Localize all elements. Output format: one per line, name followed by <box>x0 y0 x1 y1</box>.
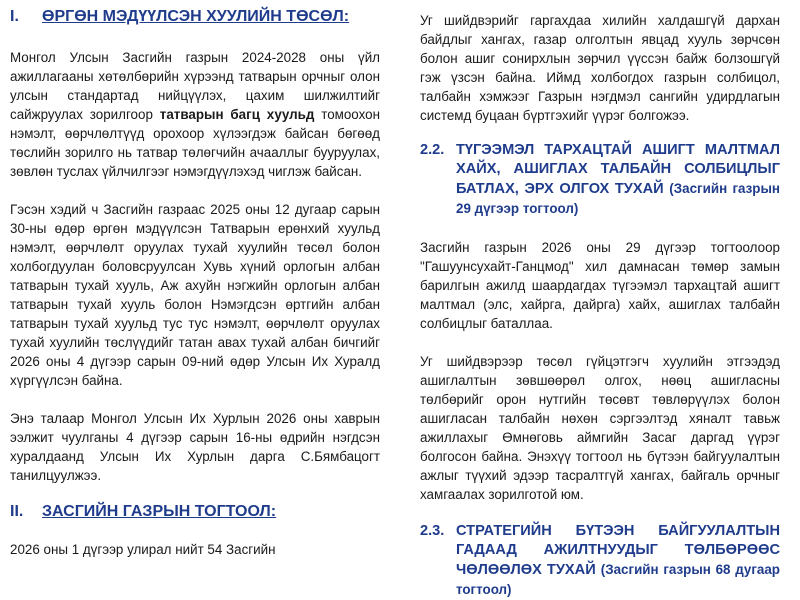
paragraph: Засгийн газрын 2026 оны 29 дүгээр тогтоолоор "Гашуунсухайт-Ганцмод" хил дамнасан төмөр замын барилгын ажилд шаардагдах түгээмэл тархацтай ашигт малтмал (элс, хайрга, дайрга) хайх, ашиглах талбайн солбицлыг баталлаа. <box>420 240 780 331</box>
section-title: ЗАСГИЙН ГАЗРЫН ТОГТООЛ: <box>42 503 277 520</box>
section-title: ӨРГӨН МЭДҮҮЛСЭН ХУУЛИЙН ТӨСӨЛ: <box>42 8 350 25</box>
subsection-title-block <box>456 522 780 600</box>
paragraph <box>10 48 380 181</box>
subsection-note: (Засгийн газрын 68 дугаар тогтоол) <box>456 562 780 597</box>
subsection-note: (Засгийн газрын 29 дүгээр тогтоол) <box>456 181 780 216</box>
paragraph: Энэ талаар Монгол Улсын Их Хурлын 2026 оны хаврын ээлжит чуулганы 4 дүгээр сарын 16-ны өдрийн нэгдсэн хуралдаанд Улсын Их Хурлын дарга С.Бямбацогт танилцуулжээ. <box>10 411 380 483</box>
section-2-heading <box>10 502 380 522</box>
paragraph: Уг шийдвэрийг гаргахдаа хилийн халдашгүй дархан байдлыг хангах, газар олголтын явцад хууль зөрчсөн болон ашиг сонирхлын зөрчил үүссэн байж болзошгүй гэж үзсэн байна. Иймд холбогдох газрын солбицол, талбайн хэмжээг Газрын нэгдмэл сангийн удирдлагын системд буцаан бүртгэхийг үүрэг болгожээ. <box>420 13 780 123</box>
subsection-title: ТҮГЭЭМЭЛ ТАРХАЦТАЙ АШИГТ МАЛТМАЛ ХАЙХ, АШИГЛАХ ТАЛБАЙН СОЛБИЦЛЫГ БАТЛАХ, ЭРХ ОЛГОХ ТУХАЙ <box>456 142 780 197</box>
paragraph: Гэсэн хэдий ч Засгийн газраас 2025 оны 12 дугаар сарын 30-ны өдөр өргөн мэдүүлсэн Татварын ерөнхий хуульд нэмэлт, өөрчлөлт оруулах тухай хуулийн төсөл болон холбогдуулан боловсруулсан Хувь хүний орлогын албан татварын тухай хууль, Аж ахуйн нэгжийн орлогын албан татварын тухай хууль болон Нэмэгдсэн өртгийн албан татварын тухай хуульд тус тус нэмэлт, өөрчлөлт оруулах тухай хуулийн төслүүдийг татан авах тухай албан бичгийг 2026 оны 4 дүгээр сарын 09-ний өдөр Улсын Их Хуралд хүргүүлсэн байна. <box>10 202 380 388</box>
paragraph: Уг шийдвэрээр төсөл гүйцэтгэгч хуулийн этгээдэд ашиглалтын зөвшөөрөл олгох, нөөц ашигласны төлбөрийг орон нутгийн төсөвт төвлөрүүлэх болон ашигласан талбайн нөхөн сэргээлтэд хяналт тавьж ажиллахыг Өмнөговь аймгийн Засаг даргад үүрэг болгосон байна. Энэхүү тогтоол нь бүтээн байгуулалтын ажлыг түүхий эдээр тасралтгүй хангах, байгаль орчныг хамгаалах зорилготой юм. <box>420 354 780 502</box>
section-number: II. <box>10 503 24 520</box>
subsection-number: 2.3. <box>420 523 445 539</box>
right-column <box>420 0 780 600</box>
subsection-title-block <box>456 141 780 219</box>
left-column <box>10 0 380 559</box>
paragraph: 2026 оны 1 дүгээр улирал нийт 54 Засгийн <box>10 542 276 557</box>
subsection-2-3-heading <box>420 522 780 600</box>
subsection-2-2-heading <box>420 141 780 219</box>
bold-text: татварын багц хуульд <box>159 107 315 122</box>
text-run: томоохон нэмэлт, өөрчлөлтүүд орохоор хүлээгдэж байсан бөгөөд төслийн зорилго нь татвар төлөгчийн ачааллыг бууруулах, зөвлөн туслах үйлчилгээг нэмэгдүүлэхэд чиглэж байсан. <box>10 107 380 179</box>
text-run: Монгол Улсын Засгийн газрын 2024-2028 оны үйл ажиллагааны хөтөлбөрийн хүрээнд татварын орчныг олон улсын стандартад нийцүүлэх, цахим шилжилтийг сайжруулах зорилгоор <box>10 50 380 122</box>
section-number: I. <box>10 8 19 25</box>
subsection-number: 2.2. <box>420 142 445 158</box>
section-1-heading <box>10 7 380 27</box>
subsection-title: СТРАТЕГИЙН БҮТЭЭН БАЙГУУЛАЛТЫН ГАДААД АЖИЛТНУУДЫГ ТӨЛБӨРӨӨС ЧӨЛӨӨЛӨХ ТУХАЙ <box>456 523 780 578</box>
